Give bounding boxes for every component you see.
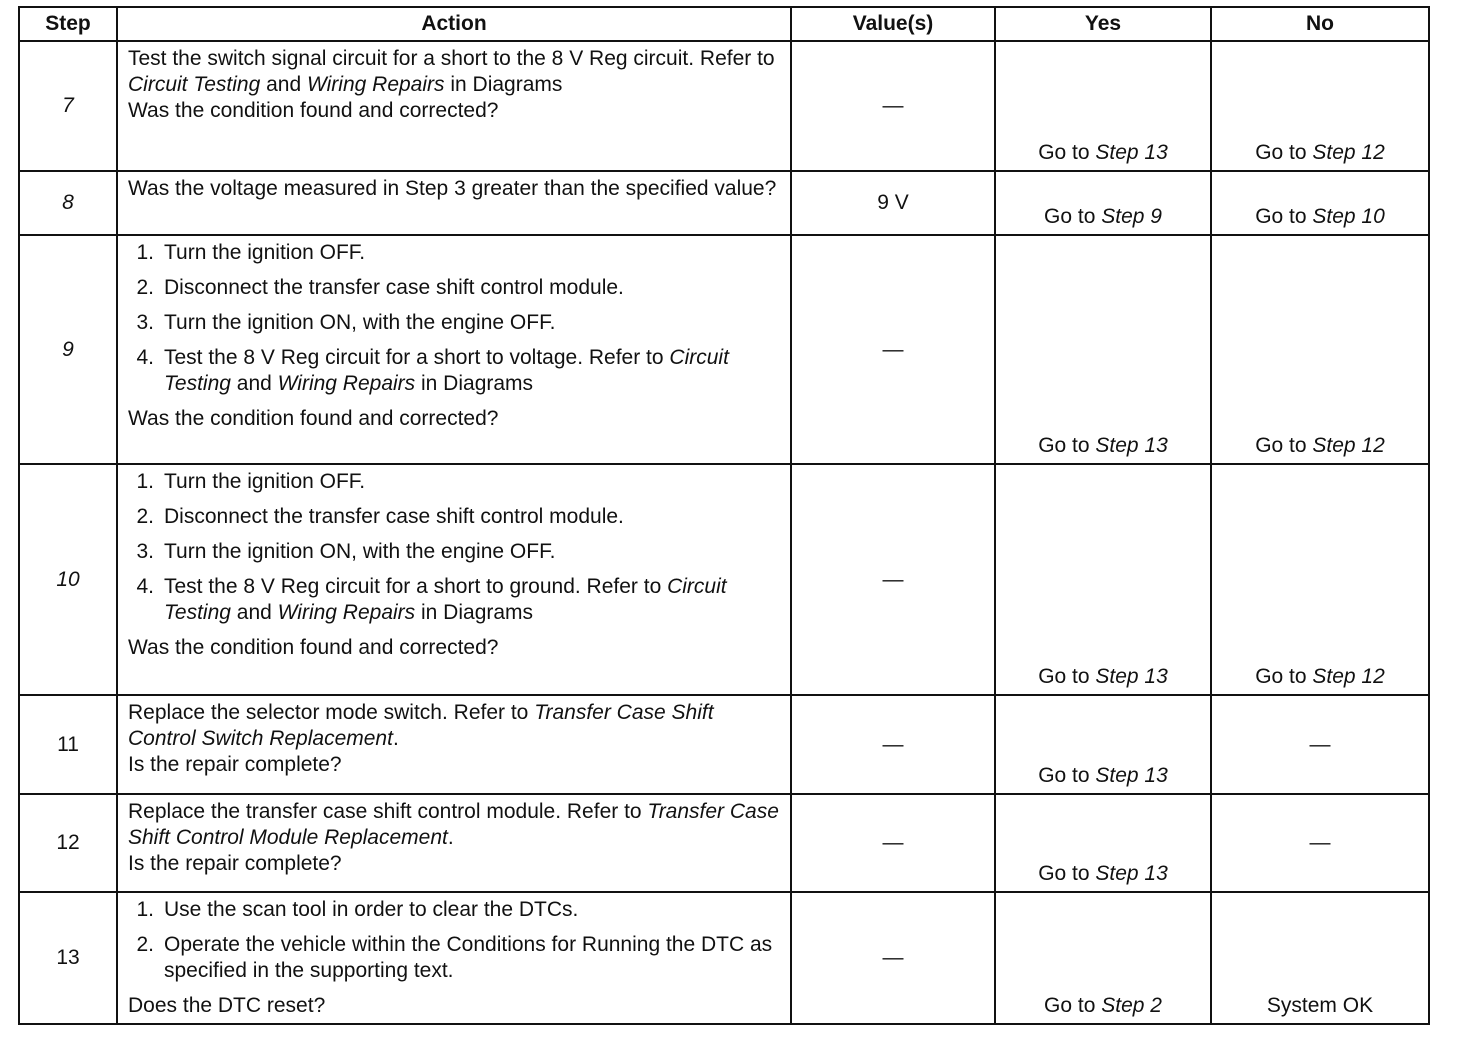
action-list <box>128 897 780 993</box>
action-question: Is the repair complete? <box>128 753 342 776</box>
action-question: Is the repair complete? <box>128 852 342 875</box>
table-row-step-11 <box>19 695 1429 794</box>
yes-cell: Go to Step 13 <box>995 794 1211 892</box>
diagnostic-steps-table <box>18 6 1430 1025</box>
action-cell <box>117 235 791 464</box>
action-cell <box>117 41 791 171</box>
action-question: Was the condition found and corrected? <box>128 636 499 659</box>
list-item: 4. Test the 8 V Reg circuit for a short to voltage. Refer to Circuit Testing and Wiring Repairs in Diagrams <box>136 346 729 395</box>
yes-cell: Go to Step 13 <box>995 464 1211 695</box>
list-item: 3. Turn the ignition ON, with the engine OFF. <box>136 311 556 334</box>
list-item: 2. Operate the vehicle within the Conditions for Running the DTC as specified in the supporting text. <box>136 933 773 982</box>
table-row-step-8 <box>19 171 1429 235</box>
table-row-step-9 <box>19 235 1429 464</box>
table-row-step-10 <box>19 464 1429 695</box>
value-cell: — <box>791 464 995 695</box>
list-item: 1. Turn the ignition OFF. <box>136 241 366 264</box>
table-row-step-12 <box>19 794 1429 892</box>
step-number: 9 <box>19 235 117 464</box>
yes-cell: Go to Step 2 <box>995 892 1211 1024</box>
list-item: 3. Turn the ignition ON, with the engine OFF. <box>136 540 556 563</box>
table-row-step-13 <box>19 892 1429 1024</box>
list-item: 2. Disconnect the transfer case shift control module. <box>136 276 624 299</box>
value-cell: 9 V <box>791 171 995 235</box>
list-item: 1. Turn the ignition OFF. <box>136 470 366 493</box>
value-cell: — <box>791 794 995 892</box>
yes-cell: Go to Step 13 <box>995 41 1211 171</box>
diagnostic-table-sheet <box>18 6 1428 1025</box>
no-cell: System OK <box>1211 892 1429 1024</box>
action-text: Was the voltage measured in Step 3 greater than the specified value? <box>128 177 777 200</box>
no-cell: Go to Step 12 <box>1211 41 1429 171</box>
action-list <box>128 469 780 635</box>
value-cell: — <box>791 695 995 794</box>
action-text: Replace the selector mode switch. Refer to Transfer Case Shift Control Switch Replacement. <box>128 701 714 750</box>
table-header-row <box>19 7 1429 41</box>
step-number: 7 <box>19 41 117 171</box>
value-cell: — <box>791 892 995 1024</box>
no-cell: Go to Step 12 <box>1211 235 1429 464</box>
action-question: Was the condition found and corrected? <box>128 407 499 430</box>
step-number: 8 <box>19 171 117 235</box>
action-list <box>128 240 780 406</box>
action-text: Replace the transfer case shift control module. Refer to Transfer Case Shift Control Module Replacement. <box>128 800 779 849</box>
yes-cell: Go to Step 13 <box>995 235 1211 464</box>
step-number: 10 <box>19 464 117 695</box>
no-cell: Go to Step 10 <box>1211 171 1429 235</box>
step-number: 13 <box>19 892 117 1024</box>
no-cell: — <box>1211 695 1429 794</box>
table-row-step-7 <box>19 41 1429 171</box>
list-item: 1. Use the scan tool in order to clear the DTCs. <box>136 898 579 921</box>
header-step: Step <box>19 7 117 41</box>
action-cell <box>117 464 791 695</box>
list-item: 2. Disconnect the transfer case shift control module. <box>136 505 624 528</box>
no-cell: Go to Step 12 <box>1211 464 1429 695</box>
action-cell <box>117 892 791 1024</box>
action-cell <box>117 171 791 235</box>
header-action: Action <box>117 7 791 41</box>
yes-cell: Go to Step 9 <box>995 171 1211 235</box>
header-no: No <box>1211 7 1429 41</box>
action-cell <box>117 695 791 794</box>
yes-cell: Go to Step 13 <box>995 695 1211 794</box>
step-number: 11 <box>19 695 117 794</box>
value-cell: — <box>791 235 995 464</box>
value-cell: — <box>791 41 995 171</box>
action-question: Does the DTC reset? <box>128 994 326 1017</box>
header-values: Value(s) <box>791 7 995 41</box>
header-yes: Yes <box>995 7 1211 41</box>
no-cell: — <box>1211 794 1429 892</box>
action-text: Test the switch signal circuit for a short to the 8 V Reg circuit. Refer to Circuit Testing and Wiring Repairs in Diagrams <box>128 47 775 96</box>
action-cell <box>117 794 791 892</box>
list-item: 4. Test the 8 V Reg circuit for a short to ground. Refer to Circuit Testing and Wiring Repairs in Diagrams <box>136 575 727 624</box>
step-number: 12 <box>19 794 117 892</box>
action-question: Was the condition found and corrected? <box>128 99 499 122</box>
